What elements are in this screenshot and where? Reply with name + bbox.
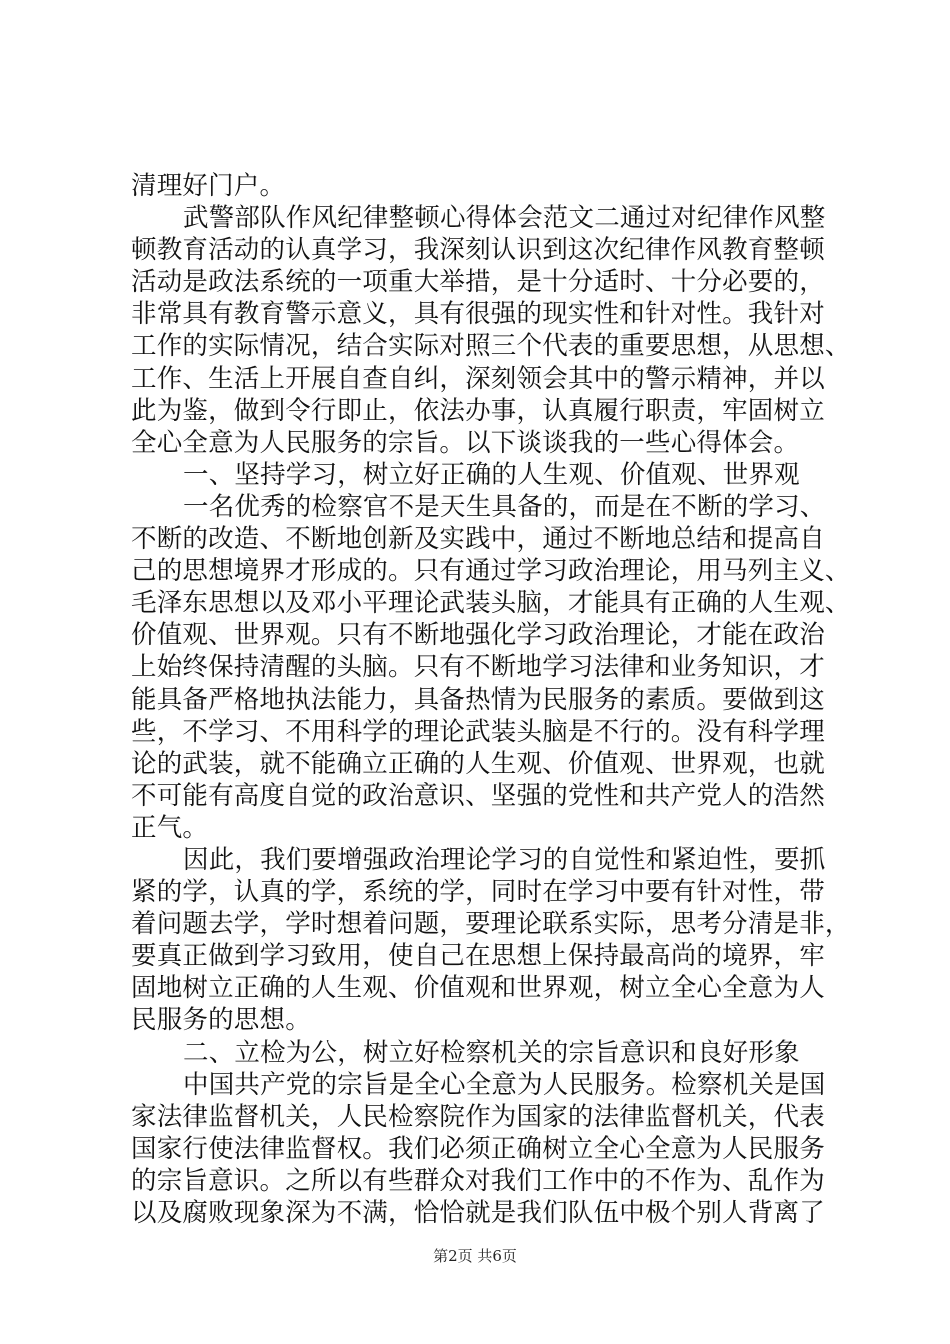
text-line: 不断的改造、不断地创新及实践中，通过不断地总结和提高自 — [131, 524, 825, 555]
text-line: 些，不学习、不用科学的理论武装头脑是不行的。没有科学理 — [131, 716, 825, 747]
paragraph-start-line: 中国共产党的宗旨是全心全意为人民服务。检察机关是国 — [183, 1069, 826, 1100]
text-line: 国家行使法律监督权。我们必须正确树立全心全意为人民服务 — [131, 1133, 825, 1164]
text-line: 正气。 — [131, 812, 209, 843]
text-line: 固地树立正确的人生观、价值观和世界观，树立全心全意为人 — [131, 973, 825, 1004]
paragraph-start-line: 一名优秀的检察官不是天生具备的，而是在不断的学习、 — [183, 491, 826, 522]
body-text — [131, 170, 851, 1229]
paragraph-start-line: 武警部队作风纪律整顿心得体会范文二通过对纪律作风整 — [183, 203, 826, 234]
text-line: 论的武装，就不能确立正确的人生观、价值观、世界观，也就 — [131, 748, 825, 779]
text-line: 活动是政法系统的一项重大举措，是十分适时、十分必要的， — [131, 267, 825, 298]
text-line: 价值观、世界观。只有不断地强化学习政治理论，才能在政治 — [131, 620, 825, 651]
text-line: 不可能有高度自觉的政治意识、坚强的党性和共产党人的浩然 — [131, 780, 825, 811]
text-line: 紧的学，认真的学，系统的学，同时在学习中要有针对性，带 — [131, 877, 825, 908]
page-number-footer: 第2页 共6页 — [433, 1247, 517, 1265]
text-line: 己的思想境界才形成的。只有通过学习政治理论，用马列主义、 — [131, 556, 851, 587]
text-line: 上始终保持清醒的头脑。只有不断地学习法律和业务知识，才 — [131, 652, 825, 683]
text-line: 非常具有教育警示意义，具有很强的现实性和针对性。我针对 — [131, 299, 825, 330]
text-line: 家法律监督机关，人民检察院作为国家的法律监督机关，代表 — [131, 1101, 825, 1132]
text-line: 清理好门户。 — [131, 171, 286, 201]
text-line: 着问题去学，学时想着问题，要理论联系实际，思考分清是非， — [131, 909, 851, 940]
text-line: 顿教育活动的认真学习，我深刻认识到这次纪律作风教育整顿 — [131, 235, 825, 266]
text-line: 工作、生活上开展自查自纠，深刻领会其中的警示精神，并以 — [131, 363, 825, 394]
paragraph-start-line: 因此，我们要增强政治理论学习的自觉性和紧迫性，要抓 — [183, 844, 826, 875]
text-line: 要真正做到学习致用，使自己在思想上保持最高尚的境界，牢 — [131, 941, 825, 972]
text-line: 全心全意为人民服务的宗旨。以下谈谈我的一些心得体会。 — [131, 427, 800, 458]
text-line: 毛泽东思想以及邓小平理论武装头脑，才能具有正确的人生观、 — [131, 588, 851, 619]
text-line: 以及腐败现象深为不满，恰恰就是我们队伍中极个别人背离了 — [131, 1198, 825, 1228]
text-line: 民服务的思想。 — [131, 1005, 311, 1036]
text-line: 能具备严格地执法能力，具备热情为民服务的素质。要做到这 — [131, 684, 825, 715]
section-heading-2: 二、立检为公，树立好检察机关的宗旨意识和良好形象 — [183, 1037, 800, 1068]
section-heading-1: 一、坚持学习，树立好正确的人生观、价值观、世界观 — [183, 459, 800, 490]
text-line: 工作的实际情况，结合实际对照三个代表的重要思想，从思想、 — [131, 331, 851, 362]
text-line: 此为鉴，做到令行即止，依法办事，认真履行职责，牢固树立 — [131, 395, 825, 426]
text-line: 的宗旨意识。之所以有些群众对我们工作中的不作为、乱作为 — [131, 1165, 825, 1196]
